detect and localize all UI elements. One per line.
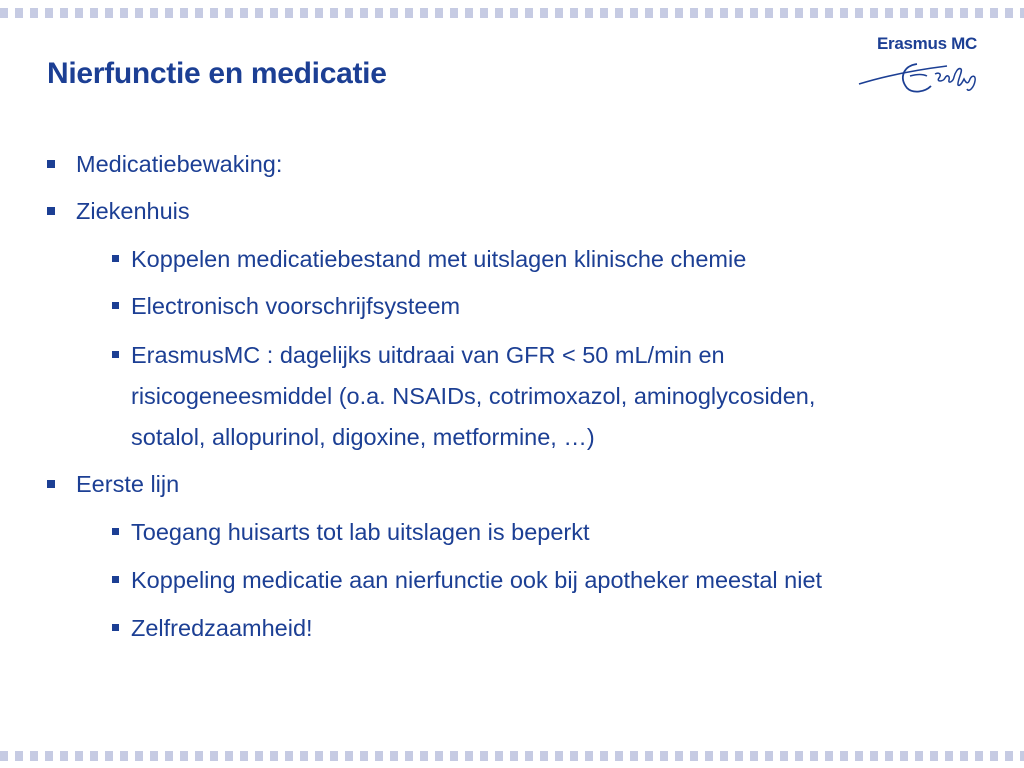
sub-bullet-marker xyxy=(112,351,119,358)
sub-bullet-koppeling: Koppeling medicatie aan nierfunctie ook bij apotheker meestal niet xyxy=(131,567,823,593)
bullet-marker xyxy=(47,160,55,168)
sub-bullet-erasmusmc-line-3: sotalol, allopurinol, digoxine, metformine, …) xyxy=(131,424,595,450)
bullet-marker xyxy=(47,480,55,488)
logo-text: Erasmus MC xyxy=(877,34,977,53)
bullet-eerste-lijn: Eerste lijn xyxy=(76,471,180,497)
sub-bullet-zelfredzaamheid: Zelfredzaamheid! xyxy=(131,615,313,641)
sub-bullet-erasmusmc-line-2: risicogeneesmiddel (o.a. NSAIDs, cotrimoxazol, aminoglycosiden, xyxy=(131,383,816,409)
sub-bullet-erasmusmc-line-1: ErasmusMC : dagelijks uitdraai van GFR < 50 mL/min en xyxy=(131,342,725,368)
slide-title: Nierfunctie en medicatie xyxy=(47,57,387,90)
sub-bullet-marker xyxy=(112,576,119,583)
bullet-ziekenhuis: Ziekenhuis xyxy=(76,198,190,224)
sub-bullet-marker xyxy=(112,624,119,631)
sub-bullet-toegang: Toegang huisarts tot lab uitslagen is beperkt xyxy=(131,519,590,545)
sub-bullet-marker xyxy=(112,302,119,309)
bullet-marker xyxy=(47,207,55,215)
sub-bullet-koppelen: Koppelen medicatiebestand met uitslagen klinische chemie xyxy=(131,246,747,272)
bullet-medicatiebewaking: Medicatiebewaking: xyxy=(76,151,283,177)
sub-bullet-marker xyxy=(112,528,119,535)
sub-bullet-marker xyxy=(112,255,119,262)
sub-bullet-electronisch: Electronisch voorschrijfsysteem xyxy=(131,293,461,319)
